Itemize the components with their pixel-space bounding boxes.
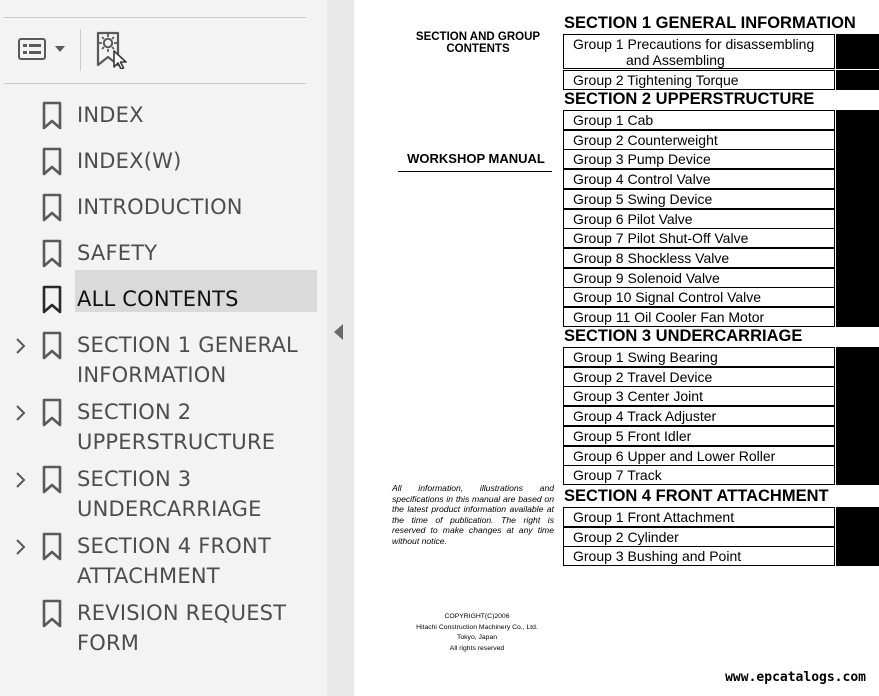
thumb-index-tab[interactable] xyxy=(836,465,879,485)
bookmark-label: SAFETY xyxy=(77,241,158,265)
chevron-right-icon[interactable] xyxy=(13,404,27,422)
group-link[interactable] xyxy=(563,169,835,189)
thumb-index-tab[interactable] xyxy=(836,228,879,248)
thumb-index-tab[interactable] xyxy=(836,130,879,150)
bookmark-label: INDEX xyxy=(77,103,144,127)
bookmark-icon xyxy=(41,101,63,131)
thumb-index-tab[interactable] xyxy=(836,248,879,268)
thumb-index-tab[interactable] xyxy=(836,347,879,367)
copyright-line: All rights reserved xyxy=(449,644,505,652)
bookmark-label-line: INFORMATION xyxy=(77,363,227,387)
bookmark-label-line: UNDERCARRIAGE xyxy=(77,497,262,521)
thumb-index-tab[interactable] xyxy=(836,527,879,547)
bookmark-label: INTRODUCTION xyxy=(77,195,243,219)
group-title: Group 7 Pilot Shut-Off Valve xyxy=(573,230,749,247)
thumb-index-tab[interactable] xyxy=(836,367,879,387)
group-link[interactable] xyxy=(563,209,835,229)
group-title: Group 6 Upper and Lower Roller xyxy=(573,447,776,464)
group-title: Group 1 Swing Bearing xyxy=(573,349,718,365)
bookmark-icon xyxy=(41,285,63,315)
group-title: Group 2 Tightening Torque xyxy=(573,72,739,88)
group-link[interactable] xyxy=(563,307,835,327)
group-title: Group 4 Control Valve xyxy=(573,171,711,188)
group-title: Group 2 Cylinder xyxy=(573,528,679,545)
bookmark-icon xyxy=(41,599,63,629)
panel-toolbar-divider xyxy=(4,83,306,84)
group-link[interactable] xyxy=(563,465,835,485)
bookmark-icon xyxy=(41,398,63,428)
bookmark-label-line: SECTION 4 FRONT xyxy=(77,534,271,558)
group-link[interactable] xyxy=(563,268,835,288)
bookmark-label-line: SECTION 2 xyxy=(77,400,192,424)
bookmark-item[interactable] xyxy=(0,192,327,224)
add-bookmark-icon xyxy=(94,31,130,69)
watermark-text: www.epcatalogs.com xyxy=(725,670,866,685)
thumb-index-tab[interactable] xyxy=(836,209,879,229)
chevron-right-icon[interactable] xyxy=(13,538,27,556)
group-link[interactable] xyxy=(563,34,835,69)
disclaimer-text: All information, illustrations and specifications in this manual are based on the latest product information available at the time of publication. The right is reserved to make changes at any time without notice. xyxy=(392,483,554,546)
group-link[interactable] xyxy=(563,287,835,307)
thumb-index-tab[interactable] xyxy=(836,406,879,426)
copyright-line: COPYRIGHT(C)2006 xyxy=(444,613,510,620)
group-link[interactable] xyxy=(563,149,835,169)
thumb-index-tab[interactable] xyxy=(836,70,879,90)
bookmark-label xyxy=(77,598,317,658)
bookmark-item[interactable] xyxy=(0,531,327,593)
group-link[interactable] xyxy=(563,347,835,367)
bookmark-label-line: SECTION 1 GENERAL xyxy=(77,333,298,357)
group-title: Group 11 Oil Cooler Fan Motor xyxy=(573,309,765,325)
group-title: Group 1 Cab xyxy=(573,112,654,128)
group-link[interactable] xyxy=(563,110,835,130)
group-title: Group 6 Pilot Valve xyxy=(573,210,693,227)
bookmark-item[interactable] xyxy=(0,397,327,459)
panel-top-divider xyxy=(4,17,306,18)
bookmark-item[interactable] xyxy=(0,464,327,526)
group-title: Group 3 Bushing and Point xyxy=(573,548,742,565)
thumb-index-tab[interactable] xyxy=(836,268,879,288)
thumb-index-tab[interactable] xyxy=(836,287,879,307)
bookmark-item[interactable] xyxy=(0,238,327,270)
thumb-index-tab[interactable] xyxy=(836,169,879,189)
group-link[interactable] xyxy=(563,367,835,387)
bookmark-label-line: ATTACHMENT xyxy=(77,564,220,588)
chevron-right-icon[interactable] xyxy=(13,337,27,355)
bookmark-icon xyxy=(41,331,63,361)
list-options-icon xyxy=(18,38,46,60)
bookmark-label-line: UPPERSTRUCTURE xyxy=(77,430,276,454)
thumb-index-tab[interactable] xyxy=(836,507,879,527)
group-title: Group 2 Counterweight xyxy=(573,131,718,148)
add-bookmark-button[interactable] xyxy=(94,31,130,69)
manual-caption: WORKSHOP MANUAL xyxy=(407,151,545,166)
bookmark-label xyxy=(77,330,317,390)
bookmark-item[interactable] xyxy=(0,330,327,392)
group-title: Group 5 Swing Device xyxy=(573,190,713,207)
thumb-index-tab[interactable] xyxy=(836,110,879,130)
thumb-index-tab[interactable] xyxy=(836,149,879,169)
bookmark-icon xyxy=(41,147,63,177)
bookmark-label-line: FORM xyxy=(77,631,140,655)
chevron-down-icon xyxy=(55,46,65,52)
bookmark-item[interactable] xyxy=(0,100,327,132)
group-link[interactable] xyxy=(563,70,835,90)
group-link[interactable] xyxy=(563,446,835,466)
group-link[interactable] xyxy=(563,130,835,150)
bookmark-icon xyxy=(41,239,63,269)
copyright-line: Hitachi Construction Machinery Co., Ltd. xyxy=(416,623,538,631)
bookmark-label xyxy=(77,397,317,457)
group-title: Group 4 Track Adjuster xyxy=(573,408,717,425)
group-title: Group 3 Center Joint xyxy=(573,388,703,405)
bookmarks-panel xyxy=(0,0,327,696)
thumb-index-tab[interactable] xyxy=(836,189,879,209)
bookmark-icon xyxy=(41,532,63,562)
bookmark-label: ALL CONTENTS xyxy=(77,287,239,311)
group-link[interactable] xyxy=(563,386,835,406)
group-title: Group 1 Front Attachment xyxy=(573,509,735,525)
thumb-index-tab[interactable] xyxy=(836,386,879,406)
panel-splitter[interactable] xyxy=(327,0,354,696)
bookmark-item[interactable] xyxy=(0,146,327,178)
chevron-right-icon[interactable] xyxy=(13,471,27,489)
toolbar-divider xyxy=(80,29,81,71)
bookmark-icon xyxy=(41,193,63,223)
group-link[interactable] xyxy=(563,228,835,248)
group-link[interactable] xyxy=(563,507,835,527)
collapse-panel-arrow-icon[interactable] xyxy=(334,324,343,340)
group-link[interactable] xyxy=(563,406,835,426)
group-link[interactable] xyxy=(563,546,835,566)
manual-caption-underline xyxy=(398,171,552,172)
bookmark-icon xyxy=(41,465,63,495)
group-title: Group 9 Solenoid Valve xyxy=(573,269,720,286)
section-heading: SECTION 1 GENERAL INFORMATION xyxy=(564,14,856,32)
section-heading: SECTION 3 UNDERCARRIAGE xyxy=(564,327,803,345)
thumb-index-tab[interactable] xyxy=(836,426,879,446)
group-title: Group 5 Front Idler xyxy=(573,427,692,444)
section-group-caption: SECTION AND GROUP CONTENTS xyxy=(415,31,541,55)
group-title: Group 2 Travel Device xyxy=(573,368,713,385)
group-title: Group 8 Shockless Valve xyxy=(573,249,730,266)
thumb-index-tab[interactable] xyxy=(836,307,879,327)
group-title: Group 7 Track xyxy=(573,467,662,484)
bookmark-item[interactable] xyxy=(0,284,327,316)
group-title: Group 3 Pump Device xyxy=(573,151,711,168)
thumb-index-tab[interactable] xyxy=(836,546,879,566)
group-title: Group 10 Signal Control Valve xyxy=(573,289,762,306)
copyright-line: Tokyo, Japan xyxy=(456,634,498,641)
group-link[interactable] xyxy=(563,189,835,209)
bookmark-label: INDEX(W) xyxy=(77,149,182,173)
thumb-index-tab[interactable] xyxy=(836,446,879,466)
bookmark-label-line: SECTION 3 xyxy=(77,467,192,491)
group-link[interactable] xyxy=(563,527,835,547)
bookmark-label xyxy=(77,464,317,524)
group-link[interactable] xyxy=(563,248,835,268)
bookmark-label-line: REVISION REQUEST xyxy=(77,601,287,625)
bookmark-label xyxy=(77,531,317,591)
thumb-index-tab[interactable] xyxy=(836,34,879,69)
bookmark-options-button[interactable] xyxy=(14,33,70,65)
bookmark-item[interactable] xyxy=(0,598,327,660)
section-heading: SECTION 2 UPPERSTRUCTURE xyxy=(564,90,815,108)
document-page xyxy=(354,0,879,696)
copyright-notice xyxy=(394,612,560,654)
group-title-continued: and Assembling xyxy=(626,52,725,68)
group-title: Group 1 Precautions for disassembling xyxy=(573,36,815,52)
section-heading: SECTION 4 FRONT ATTACHMENT xyxy=(564,487,829,505)
group-link[interactable] xyxy=(563,426,835,446)
